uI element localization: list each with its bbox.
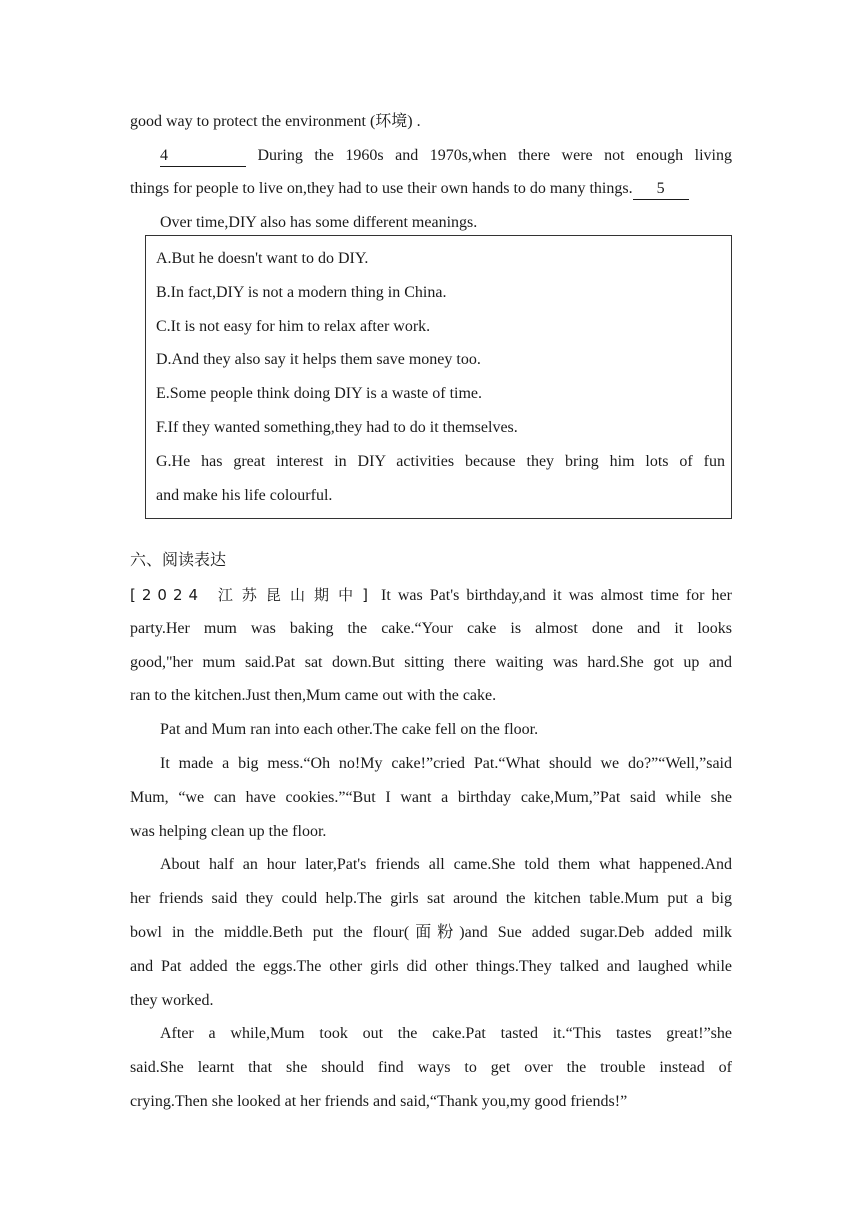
passage-line: Over time,DIY also has some different meanings. xyxy=(160,214,478,231)
answer-blank: 5 xyxy=(633,179,689,200)
passage-line xyxy=(130,139,732,173)
story-line: It made a big mess.“Oh no!My cake!”cried Pat.“What should we do?”“Well,”said xyxy=(160,755,732,772)
option-a: A.But he doesn't want to do DIY. xyxy=(156,250,369,267)
passage-text: During the 1960s and 1970s,when there were not enough living xyxy=(257,147,733,164)
option-b: B.In fact,DIY is not a modern thing in China. xyxy=(156,284,447,301)
passage-line: good way to protect the environment (环境) . xyxy=(130,113,421,130)
story-line: was helping clean up the floor. xyxy=(130,823,327,840)
story-line: After a while,Mum took out the cake.Pat tasted it.“This tastes great!”she xyxy=(160,1025,732,1042)
options-box xyxy=(145,235,732,519)
story-line xyxy=(130,578,732,613)
option-g: G.He has great interest in DIY activities because they bring him lots of fun xyxy=(156,453,725,470)
story-source: [2024 江苏昆山期中] xyxy=(130,586,374,604)
option-g-cont: and make his life colourful. xyxy=(156,487,333,504)
story-line: bowl in the middle.Beth put the flour(面粉)and Sue added sugar.Deb added milk xyxy=(130,924,732,941)
story-line: About half an hour later,Pat's friends all came.She told them what happened.And xyxy=(160,856,732,873)
story-line: and Pat added the eggs.The other girls did other things.They talked and laughed while xyxy=(130,958,732,975)
story-line: said.She learnt that she should find ways to get over the trouble instead of xyxy=(130,1059,732,1076)
passage-text: things for people to live on,they had to use their own hands to do many things. xyxy=(130,180,633,197)
story-line: they worked. xyxy=(130,992,214,1009)
story-line: ran to the kitchen.Just then,Mum came out with the cake. xyxy=(130,687,497,704)
story-line: party.Her mum was baking the cake.“Your cake is almost done and it looks xyxy=(130,620,732,637)
passage-line xyxy=(130,172,732,206)
story-line: Mum, “we can have cookies.”“But I want a birthday cake,Mum,”Pat said while she xyxy=(130,789,732,806)
story-line: crying.Then she looked at her friends and said,“Thank you,my good friends!” xyxy=(130,1093,628,1110)
section-title: 六、阅读表达 xyxy=(130,550,227,569)
option-e: E.Some people think doing DIY is a waste of time. xyxy=(156,385,483,402)
option-f: F.If they wanted something,they had to do it themselves. xyxy=(156,419,518,436)
story-line: good,"her mum said.Pat sat down.But sitting there waiting was hard.She got up and xyxy=(130,654,732,671)
option-d: D.And they also say it helps them save money too. xyxy=(156,351,481,368)
answer-blank: 4 xyxy=(160,146,246,167)
option-c: C.It is not easy for him to relax after work. xyxy=(156,318,431,335)
story-line: Pat and Mum ran into each other.The cake fell on the floor. xyxy=(160,721,539,738)
story-line: her friends said they could help.The girls sat around the kitchen table.Mum put a big xyxy=(130,890,732,907)
story-text: It was Pat's birthday,and it was almost time for her xyxy=(381,587,732,604)
